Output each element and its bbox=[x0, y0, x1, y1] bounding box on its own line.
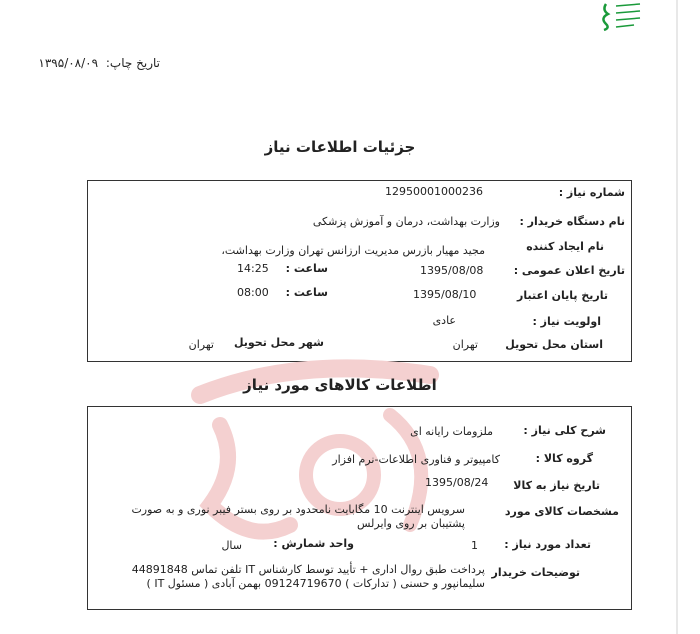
print-date-value: ۱۳۹۵/۰۸/۰۹ bbox=[38, 56, 99, 70]
validity-end-label: تاریخ پایان اعتبار bbox=[517, 289, 608, 302]
validity-end-date: 1395/08/10 bbox=[413, 288, 477, 301]
unit-value: سال bbox=[221, 539, 242, 552]
province-value: تهران bbox=[452, 338, 478, 351]
need-number-label: شماره نیاز : bbox=[558, 186, 625, 199]
priority-value: عادی bbox=[432, 314, 456, 327]
summary-value: ملزومات رایانه ای bbox=[410, 425, 493, 438]
quantity-label: تعداد مورد نیاز : bbox=[504, 538, 591, 551]
goods-group-value: کامپیوتر و فناوری اطلاعات-نرم افزار bbox=[332, 453, 500, 466]
setad-logo bbox=[596, 0, 656, 32]
need-date-value: 1395/08/24 bbox=[425, 476, 489, 489]
page-title: جزئیات اطلاعات نیاز bbox=[264, 138, 416, 156]
buyer-org-label: نام دستگاه خریدار : bbox=[519, 215, 625, 228]
specs-label: مشخصات کالای مورد bbox=[504, 505, 619, 518]
quantity-value: 1 bbox=[471, 539, 478, 552]
print-date-label: تاریخ چاپ: bbox=[105, 56, 160, 70]
city-value: تهران bbox=[188, 338, 214, 351]
specs-line-1: سرویس اینترنت 10 مگابایت نامحدود بر روی بستر فیبر نوری و به صورت bbox=[131, 503, 465, 516]
goods-group-label: گروه کالا : bbox=[535, 452, 593, 465]
need-number-value: 12950001000236 bbox=[385, 185, 483, 198]
page-edge-line bbox=[676, 0, 678, 634]
unit-label: واحد شمارش : bbox=[273, 537, 354, 550]
province-label: استان محل تحویل bbox=[505, 338, 603, 351]
city-label: شهر محل تحویل bbox=[233, 336, 324, 349]
buyer-org-value: وزارت بهداشت، درمان و آموزش پزشکی bbox=[312, 215, 500, 228]
public-announce-date: 1395/08/08 bbox=[420, 264, 484, 277]
public-announce-label: تاریخ اعلان عمومی : bbox=[513, 264, 625, 277]
priority-label: اولویت نیاز : bbox=[532, 315, 601, 328]
validity-end-time: 08:00 bbox=[237, 286, 269, 299]
summary-label: شرح کلی نیاز : bbox=[523, 424, 606, 437]
print-date bbox=[20, 56, 160, 70]
validity-end-time-label: ساعت : bbox=[285, 286, 328, 299]
need-date-label: تاریخ نیاز به کالا bbox=[513, 479, 600, 492]
creator-label: نام ایجاد کننده bbox=[526, 240, 604, 253]
goods-section-title: اطلاعات کالاهای مورد نیاز bbox=[243, 376, 437, 394]
buyer-notes-line-2: سلیمانپور و حسنی ( تدارکات ) 09124719670 بهمن آبادی ( مسئول IT ) bbox=[146, 577, 485, 590]
creator-value: مجید مهیار بازرس مدیریت ارزانس تهران وزارت بهداشت، bbox=[221, 244, 485, 257]
public-announce-time: 14:25 bbox=[237, 262, 269, 275]
buyer-notes-line-1: پرداخت طبق روال اداری + تأیید توسط کارشناس IT تلفن تماس 44891848 bbox=[131, 563, 485, 576]
specs-line-2: پشتیبان بر روی وایرلس bbox=[357, 517, 465, 530]
public-announce-time-label: ساعت : bbox=[285, 262, 328, 275]
buyer-notes-label: توضیحات خریدار bbox=[491, 566, 580, 579]
